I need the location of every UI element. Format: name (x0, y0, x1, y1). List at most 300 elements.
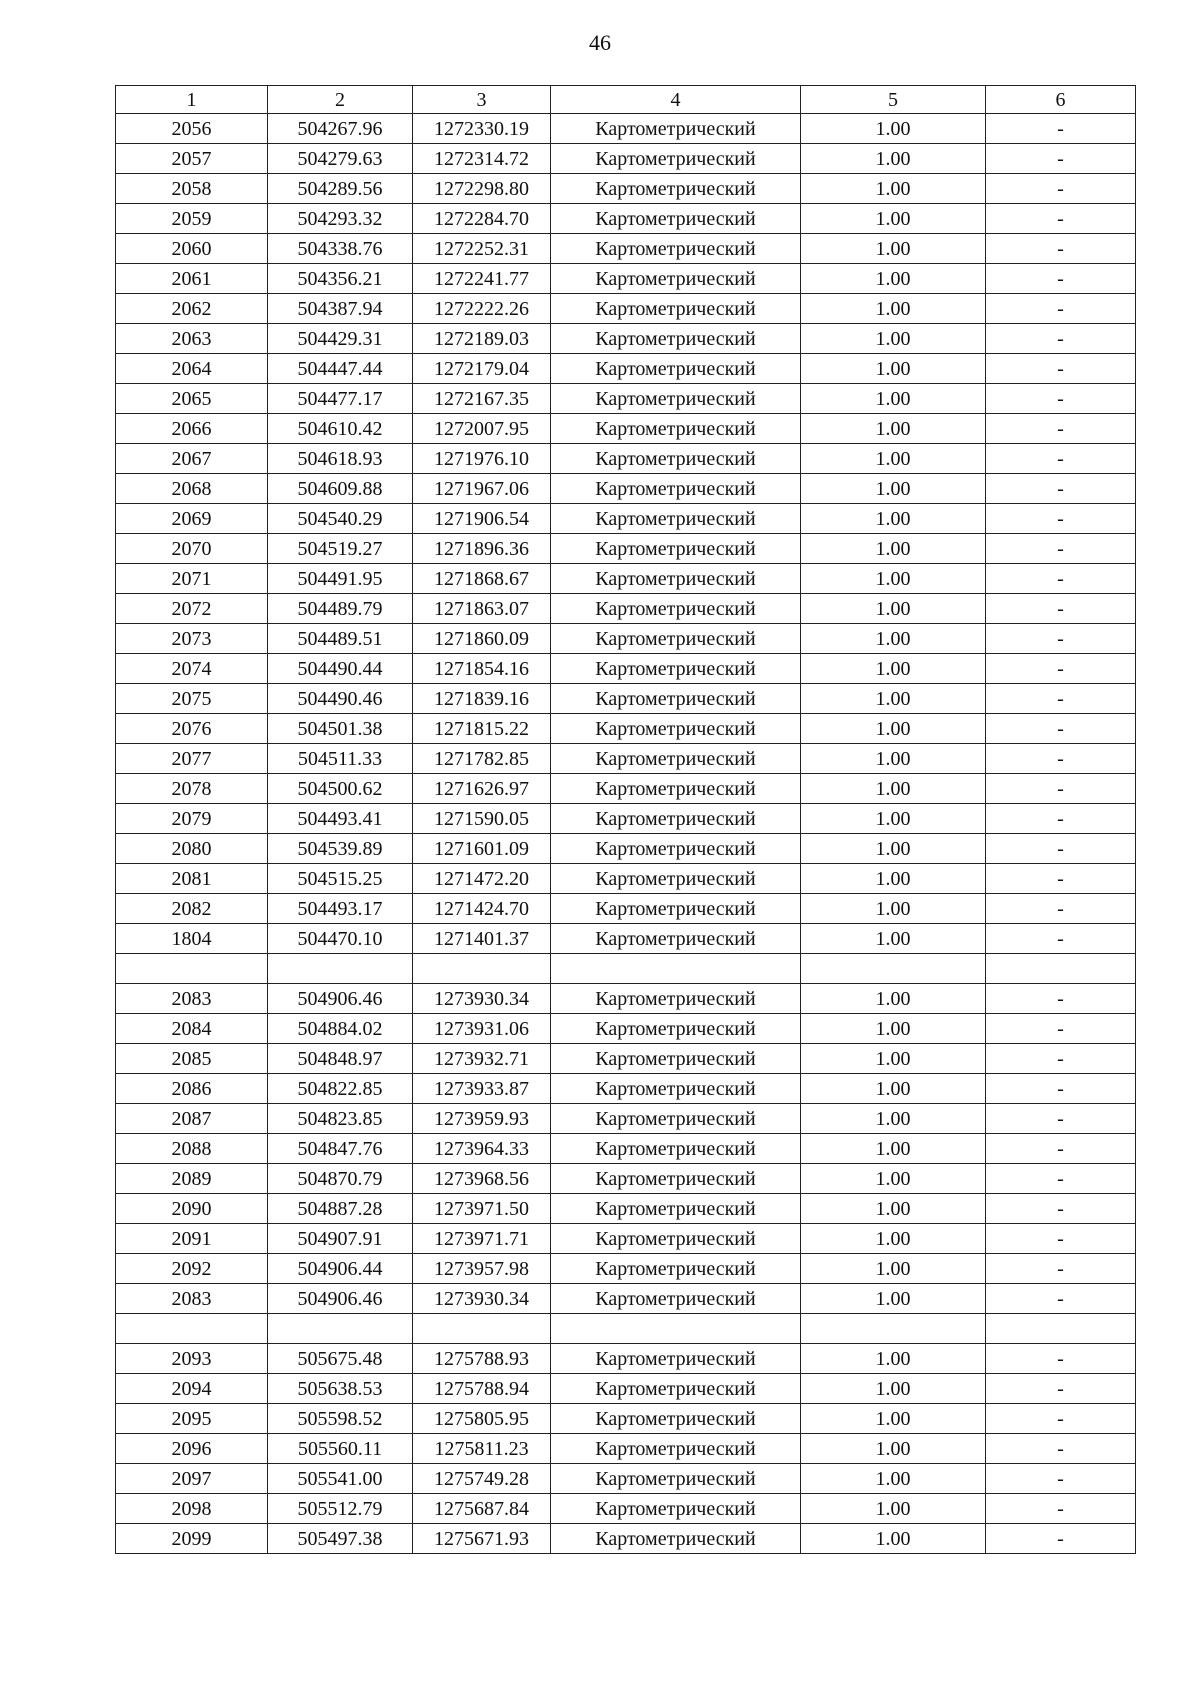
cell-method: Картометрический (551, 1164, 801, 1194)
cell-method: Картометрический (551, 1434, 801, 1464)
table-row (116, 1284, 1136, 1314)
cell-point-number: 2072 (116, 594, 268, 624)
cell-x-coordinate: 505512.79 (268, 1494, 413, 1524)
table-row (116, 624, 1136, 654)
table-row (116, 204, 1136, 234)
cell-accuracy: 1.00 (801, 264, 986, 294)
cell-x-coordinate: 504539.89 (268, 834, 413, 864)
cell-x-coordinate: 504490.44 (268, 654, 413, 684)
cell-y-coordinate: 1271860.09 (413, 624, 551, 654)
cell-note: - (986, 1344, 1136, 1374)
cell-x-coordinate: 505638.53 (268, 1374, 413, 1404)
cell-x-coordinate: 504610.42 (268, 414, 413, 444)
cell-method: Картометрический (551, 774, 801, 804)
cell-accuracy: 1.00 (801, 654, 986, 684)
cell-method: Картометрический (551, 474, 801, 504)
table-row (116, 294, 1136, 324)
cell-method: Картометрический (551, 204, 801, 234)
cell-note: - (986, 474, 1136, 504)
cell-x-coordinate: 505598.52 (268, 1404, 413, 1434)
cell-method: Картометрический (551, 1194, 801, 1224)
cell-accuracy: 1.00 (801, 864, 986, 894)
cell-y-coordinate: 1273930.34 (413, 1284, 551, 1314)
cell-point-number: 2078 (116, 774, 268, 804)
cell-point-number: 2067 (116, 444, 268, 474)
cell-x-coordinate: 504279.63 (268, 144, 413, 174)
table-row (116, 1404, 1136, 1434)
cell-y-coordinate: 1273971.50 (413, 1194, 551, 1224)
cell-accuracy: 1.00 (801, 1494, 986, 1524)
table-row (116, 864, 1136, 894)
cell-y-coordinate: 1273971.71 (413, 1224, 551, 1254)
cell-point-number: 2095 (116, 1404, 268, 1434)
cell-point-number: 2083 (116, 1284, 268, 1314)
cell-y-coordinate: 1273968.56 (413, 1164, 551, 1194)
cell-method: Картометрический (551, 414, 801, 444)
cell-x-coordinate: 504907.91 (268, 1224, 413, 1254)
cell-accuracy: 1.00 (801, 1374, 986, 1404)
cell-note: - (986, 1284, 1136, 1314)
cell-note: - (986, 204, 1136, 234)
cell-y-coordinate: 1272314.72 (413, 144, 551, 174)
cell-method: Картометрический (551, 384, 801, 414)
cell-method: Картометрический (551, 1494, 801, 1524)
cell-point-number: 2094 (116, 1374, 268, 1404)
cell-method: Картометрический (551, 1404, 801, 1434)
cell-accuracy: 1.00 (801, 594, 986, 624)
cell-note: - (986, 1524, 1136, 1554)
cell-accuracy: 1.00 (801, 1164, 986, 1194)
cell-x-coordinate (268, 954, 413, 984)
cell-y-coordinate: 1271906.54 (413, 504, 551, 534)
cell-note: - (986, 984, 1136, 1014)
cell-method: Картометрический (551, 1464, 801, 1494)
table-row (116, 834, 1136, 864)
cell-method: Картометрический (551, 744, 801, 774)
cell-note: - (986, 1134, 1136, 1164)
table-row (116, 234, 1136, 264)
cell-note: - (986, 174, 1136, 204)
cell-method: Картометрический (551, 114, 801, 144)
cell-accuracy: 1.00 (801, 714, 986, 744)
cell-x-coordinate: 504429.31 (268, 324, 413, 354)
cell-x-coordinate: 504515.25 (268, 864, 413, 894)
cell-y-coordinate: 1271626.97 (413, 774, 551, 804)
cell-y-coordinate: 1275749.28 (413, 1464, 551, 1494)
table-row (116, 804, 1136, 834)
cell-accuracy: 1.00 (801, 204, 986, 234)
cell-y-coordinate: 1271976.10 (413, 444, 551, 474)
cell-accuracy: 1.00 (801, 924, 986, 954)
cell-method: Картометрический (551, 684, 801, 714)
cell-method: Картометрический (551, 1254, 801, 1284)
cell-x-coordinate: 504493.41 (268, 804, 413, 834)
cell-y-coordinate: 1271896.36 (413, 534, 551, 564)
cell-accuracy: 1.00 (801, 1254, 986, 1284)
cell-y-coordinate: 1272222.26 (413, 294, 551, 324)
table-row (116, 114, 1136, 144)
table-row (116, 474, 1136, 504)
cell-note: - (986, 1014, 1136, 1044)
cell-note: - (986, 564, 1136, 594)
table-row (116, 1134, 1136, 1164)
table-row (116, 894, 1136, 924)
cell-point-number: 2079 (116, 804, 268, 834)
cell-x-coordinate: 504906.44 (268, 1254, 413, 1284)
cell-point-number: 2064 (116, 354, 268, 384)
cell-accuracy: 1.00 (801, 774, 986, 804)
cell-point-number: 2082 (116, 894, 268, 924)
cell-method: Картометрический (551, 174, 801, 204)
cell-note: - (986, 804, 1136, 834)
table-row (116, 354, 1136, 384)
cell-note: - (986, 744, 1136, 774)
cell-y-coordinate: 1273933.87 (413, 1074, 551, 1104)
cell-y-coordinate: 1275805.95 (413, 1404, 551, 1434)
cell-note: - (986, 1254, 1136, 1284)
cell-point-number: 2081 (116, 864, 268, 894)
cell-y-coordinate: 1271868.67 (413, 564, 551, 594)
cell-note: - (986, 864, 1136, 894)
cell-y-coordinate: 1273964.33 (413, 1134, 551, 1164)
cell-method: Картометрический (551, 894, 801, 924)
cell-x-coordinate: 504511.33 (268, 744, 413, 774)
cell-x-coordinate: 504387.94 (268, 294, 413, 324)
table-row (116, 1494, 1136, 1524)
cell-point-number: 2097 (116, 1464, 268, 1494)
cell-method: Картометрический (551, 234, 801, 264)
cell-accuracy: 1.00 (801, 534, 986, 564)
cell-note: - (986, 504, 1136, 534)
cell-accuracy: 1.00 (801, 1344, 986, 1374)
cell-y-coordinate: 1271863.07 (413, 594, 551, 624)
cell-note: - (986, 444, 1136, 474)
cell-y-coordinate: 1275788.93 (413, 1344, 551, 1374)
cell-method: Картометрический (551, 1014, 801, 1044)
cell-y-coordinate: 1271854.16 (413, 654, 551, 684)
cell-x-coordinate: 504477.17 (268, 384, 413, 414)
cell-y-coordinate: 1271782.85 (413, 744, 551, 774)
cell-point-number: 2060 (116, 234, 268, 264)
cell-point-number: 2056 (116, 114, 268, 144)
cell-x-coordinate: 504493.17 (268, 894, 413, 924)
header-cell-5: 5 (801, 86, 986, 114)
cell-note: - (986, 1044, 1136, 1074)
cell-x-coordinate: 504618.93 (268, 444, 413, 474)
cell-point-number: 1804 (116, 924, 268, 954)
cell-point-number: 2073 (116, 624, 268, 654)
cell-accuracy: 1.00 (801, 984, 986, 1014)
table-row (116, 1254, 1136, 1284)
cell-accuracy: 1.00 (801, 834, 986, 864)
cell-x-coordinate: 504501.38 (268, 714, 413, 744)
cell-accuracy: 1.00 (801, 414, 986, 444)
cell-method: Картометрический (551, 804, 801, 834)
table-row (116, 1524, 1136, 1554)
cell-y-coordinate: 1272241.77 (413, 264, 551, 294)
cell-y-coordinate: 1272284.70 (413, 204, 551, 234)
cell-accuracy: 1.00 (801, 324, 986, 354)
cell-point-number: 2057 (116, 144, 268, 174)
cell-y-coordinate: 1272179.04 (413, 354, 551, 384)
cell-note: - (986, 714, 1136, 744)
cell-y-coordinate (413, 954, 551, 984)
table-row (116, 1434, 1136, 1464)
cell-method: Картометрический (551, 1374, 801, 1404)
table-row (116, 174, 1136, 204)
table-row (116, 534, 1136, 564)
cell-x-coordinate: 504823.85 (268, 1104, 413, 1134)
cell-method: Картометрический (551, 504, 801, 534)
table-row (116, 444, 1136, 474)
table-row (116, 594, 1136, 624)
cell-accuracy: 1.00 (801, 474, 986, 504)
cell-point-number: 2077 (116, 744, 268, 774)
cell-point-number: 2092 (116, 1254, 268, 1284)
cell-point-number: 2063 (116, 324, 268, 354)
cell-point-number: 2076 (116, 714, 268, 744)
table-header-row (116, 86, 1136, 114)
cell-note: - (986, 1404, 1136, 1434)
cell-accuracy: 1.00 (801, 1194, 986, 1224)
cell-accuracy: 1.00 (801, 1074, 986, 1104)
cell-x-coordinate: 504470.10 (268, 924, 413, 954)
table-row (116, 1194, 1136, 1224)
cell-point-number: 2087 (116, 1104, 268, 1134)
cell-y-coordinate: 1272298.80 (413, 174, 551, 204)
header-cell-1: 1 (116, 86, 268, 114)
table-row (116, 1074, 1136, 1104)
cell-x-coordinate: 505675.48 (268, 1344, 413, 1374)
cell-x-coordinate: 504489.79 (268, 594, 413, 624)
cell-method (551, 1314, 801, 1344)
cell-method: Картометрический (551, 1074, 801, 1104)
cell-y-coordinate: 1272330.19 (413, 114, 551, 144)
cell-point-number: 2084 (116, 1014, 268, 1044)
cell-y-coordinate: 1271401.37 (413, 924, 551, 954)
cell-x-coordinate (268, 1314, 413, 1344)
cell-note: - (986, 534, 1136, 564)
cell-accuracy: 1.00 (801, 894, 986, 924)
table-row (116, 1344, 1136, 1374)
cell-accuracy: 1.00 (801, 1284, 986, 1314)
cell-note: - (986, 324, 1136, 354)
header-cell-3: 3 (413, 86, 551, 114)
cell-y-coordinate: 1275687.84 (413, 1494, 551, 1524)
cell-note: - (986, 1464, 1136, 1494)
cell-note: - (986, 234, 1136, 264)
cell-point-number: 2059 (116, 204, 268, 234)
table-row (116, 684, 1136, 714)
cell-point-number: 2069 (116, 504, 268, 534)
cell-accuracy: 1.00 (801, 1434, 986, 1464)
cell-x-coordinate: 504289.56 (268, 174, 413, 204)
cell-y-coordinate: 1273932.71 (413, 1044, 551, 1074)
cell-x-coordinate: 505497.38 (268, 1524, 413, 1554)
cell-point-number (116, 954, 268, 984)
cell-point-number: 2088 (116, 1134, 268, 1164)
cell-point-number: 2096 (116, 1434, 268, 1464)
cell-method: Картометрический (551, 144, 801, 174)
cell-x-coordinate: 504490.46 (268, 684, 413, 714)
cell-point-number: 2068 (116, 474, 268, 504)
cell-method (551, 954, 801, 984)
cell-point-number: 2089 (116, 1164, 268, 1194)
cell-note: - (986, 1194, 1136, 1224)
cell-y-coordinate: 1271815.22 (413, 714, 551, 744)
cell-accuracy (801, 1314, 986, 1344)
cell-y-coordinate: 1273930.34 (413, 984, 551, 1014)
cell-x-coordinate: 504847.76 (268, 1134, 413, 1164)
cell-y-coordinate: 1271601.09 (413, 834, 551, 864)
table-row (116, 324, 1136, 354)
cell-y-coordinate: 1273931.06 (413, 1014, 551, 1044)
cell-point-number: 2090 (116, 1194, 268, 1224)
cell-note: - (986, 774, 1136, 804)
cell-x-coordinate: 504267.96 (268, 114, 413, 144)
cell-note: - (986, 624, 1136, 654)
table-row (116, 954, 1136, 984)
cell-x-coordinate: 504887.28 (268, 1194, 413, 1224)
page-number: 46 (589, 30, 611, 55)
cell-y-coordinate: 1275788.94 (413, 1374, 551, 1404)
cell-accuracy: 1.00 (801, 744, 986, 774)
cell-x-coordinate: 504500.62 (268, 774, 413, 804)
cell-x-coordinate: 504356.21 (268, 264, 413, 294)
cell-point-number: 2086 (116, 1074, 268, 1104)
cell-x-coordinate: 504540.29 (268, 504, 413, 534)
cell-x-coordinate: 504489.51 (268, 624, 413, 654)
cell-accuracy: 1.00 (801, 564, 986, 594)
cell-note: - (986, 1434, 1136, 1464)
cell-accuracy: 1.00 (801, 1464, 986, 1494)
cell-y-coordinate: 1272167.35 (413, 384, 551, 414)
cell-x-coordinate: 504870.79 (268, 1164, 413, 1194)
cell-x-coordinate: 504848.97 (268, 1044, 413, 1074)
cell-accuracy (801, 954, 986, 984)
cell-x-coordinate: 504906.46 (268, 1284, 413, 1314)
cell-point-number: 2062 (116, 294, 268, 324)
cell-x-coordinate: 504447.44 (268, 354, 413, 384)
cell-method: Картометрический (551, 1134, 801, 1164)
cell-method: Картометрический (551, 1224, 801, 1254)
table-row (116, 714, 1136, 744)
header-cell-2: 2 (268, 86, 413, 114)
cell-point-number: 2070 (116, 534, 268, 564)
cell-accuracy: 1.00 (801, 1044, 986, 1074)
cell-note: - (986, 654, 1136, 684)
cell-method: Картометрический (551, 714, 801, 744)
table-row (116, 744, 1136, 774)
cell-note: - (986, 594, 1136, 624)
cell-note: - (986, 1374, 1136, 1404)
table-row (116, 414, 1136, 444)
cell-x-coordinate: 504491.95 (268, 564, 413, 594)
cell-method: Картометрический (551, 354, 801, 384)
cell-accuracy: 1.00 (801, 1224, 986, 1254)
table-row (116, 1014, 1136, 1044)
cell-point-number: 2091 (116, 1224, 268, 1254)
cell-point-number: 2058 (116, 174, 268, 204)
table-row (116, 984, 1136, 1014)
cell-y-coordinate: 1272007.95 (413, 414, 551, 444)
table-row (116, 1464, 1136, 1494)
cell-y-coordinate: 1271967.06 (413, 474, 551, 504)
cell-method: Картометрический (551, 624, 801, 654)
table-body (116, 114, 1136, 1554)
cell-method: Картометрический (551, 564, 801, 594)
cell-accuracy: 1.00 (801, 384, 986, 414)
cell-method: Картометрический (551, 1344, 801, 1374)
cell-x-coordinate: 504822.85 (268, 1074, 413, 1104)
cell-y-coordinate: 1273959.93 (413, 1104, 551, 1134)
cell-method: Картометрический (551, 264, 801, 294)
cell-y-coordinate: 1275811.23 (413, 1434, 551, 1464)
cell-accuracy: 1.00 (801, 1134, 986, 1164)
cell-note: - (986, 294, 1136, 324)
table-row (116, 1374, 1136, 1404)
cell-accuracy: 1.00 (801, 174, 986, 204)
cell-accuracy: 1.00 (801, 624, 986, 654)
cell-note: - (986, 1494, 1136, 1524)
cell-method: Картометрический (551, 864, 801, 894)
cell-note (986, 1314, 1136, 1344)
cell-point-number: 2061 (116, 264, 268, 294)
cell-note: - (986, 684, 1136, 714)
table-row (116, 1164, 1136, 1194)
cell-accuracy: 1.00 (801, 804, 986, 834)
cell-note: - (986, 264, 1136, 294)
table-row (116, 144, 1136, 174)
cell-y-coordinate: 1272252.31 (413, 234, 551, 264)
cell-note: - (986, 894, 1136, 924)
cell-accuracy: 1.00 (801, 684, 986, 714)
cell-method: Картометрический (551, 654, 801, 684)
cell-accuracy: 1.00 (801, 234, 986, 264)
cell-x-coordinate: 504609.88 (268, 474, 413, 504)
cell-x-coordinate: 505541.00 (268, 1464, 413, 1494)
cell-accuracy: 1.00 (801, 504, 986, 534)
cell-point-number: 2075 (116, 684, 268, 714)
cell-method: Картометрический (551, 1284, 801, 1314)
cell-point-number: 2083 (116, 984, 268, 1014)
header-cell-4: 4 (551, 86, 801, 114)
cell-accuracy: 1.00 (801, 354, 986, 384)
cell-point-number (116, 1314, 268, 1344)
cell-method: Картометрический (551, 594, 801, 624)
cell-note: - (986, 834, 1136, 864)
cell-method: Картометрический (551, 924, 801, 954)
table-row (116, 264, 1136, 294)
cell-accuracy: 1.00 (801, 1104, 986, 1134)
cell-note: - (986, 354, 1136, 384)
cell-y-coordinate: 1271839.16 (413, 684, 551, 714)
cell-x-coordinate: 504884.02 (268, 1014, 413, 1044)
cell-point-number: 2085 (116, 1044, 268, 1074)
cell-point-number: 2098 (116, 1494, 268, 1524)
cell-accuracy: 1.00 (801, 1014, 986, 1044)
table-row (116, 1314, 1136, 1344)
cell-x-coordinate: 504519.27 (268, 534, 413, 564)
cell-point-number: 2093 (116, 1344, 268, 1374)
cell-y-coordinate: 1275671.93 (413, 1524, 551, 1554)
cell-note: - (986, 1224, 1136, 1254)
cell-note: - (986, 144, 1136, 174)
cell-method: Картометрический (551, 1104, 801, 1134)
table-row (116, 774, 1136, 804)
cell-point-number: 2099 (116, 1524, 268, 1554)
table-row (116, 654, 1136, 684)
